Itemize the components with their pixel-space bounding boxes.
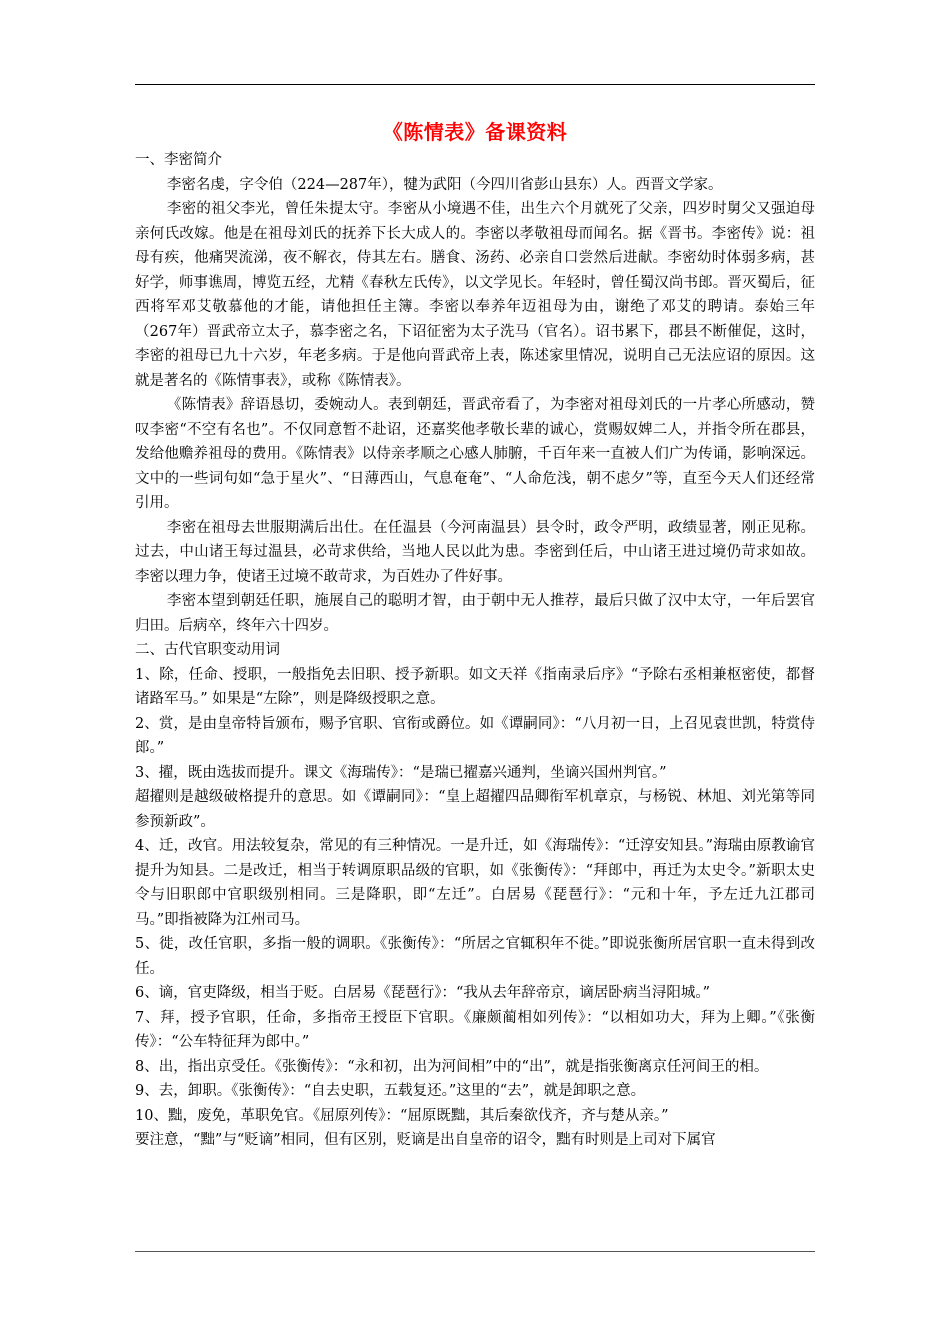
list-item: 超擢则是越级破格提升的意思。如《谭嗣同》：“皇上超擢四品卿衔军机章京，与杨锐、林旭、刘光第等同参预新政”。 <box>135 789 815 830</box>
document-title: 《陈情表》备课资料 <box>382 120 568 144</box>
paragraph-memorial-effect: 《陈情表》辞语恳切，委婉动人。表到朝廷，晋武帝看了，为李密对祖母刘氏的一片孝心所感动，赞叹李密“不空有名也”。不仅同意暂不赴诏，还嘉奖他孝敬长辈的诚心，赏赐奴婢二人，并指令所在郡县，发给他赡养祖母的费用。《陈情表》以侍亲孝顺之心感人肺腑，千百年来一直被人们广为传诵，影响深远。文中的一些词句如“急于星火”、“日薄西山，气息奄奄”、“人命危浅，朝不虑夕”等，直至今天人们还经常引用。 <box>135 397 815 511</box>
list-item: 8、出，指出京受任。《张衡传》：“永和初，出为河间相”中的“出”，就是指张衡离京任河间王的相。 <box>135 1058 769 1075</box>
paragraph-author-name: 李密名虔，字令伯（224—287年），犍为武阳（今四川省彭山县东）人。西晋文学家。 <box>166 176 723 193</box>
bottom-rule <box>135 1251 815 1252</box>
document-page <box>135 118 815 1153</box>
list-item: 2、赏，是由皇帝特旨颁布，赐予官职、官衔或爵位。如《谭嗣同》：“八月初一日，上召见袁世凯，特赏侍郎。” <box>135 715 815 756</box>
paragraph-later-years: 李密本望到朝廷任职，施展自己的聪明才智，由于朝中无人推荐，最后只做了汉中太守，一年后罢官归田。后病卒，终年六十四岁。 <box>135 593 815 634</box>
list-item: 6、谪，官吏降级，相当于贬。白居易《琵琶行》：“我从去年辞帝京，谪居卧病当浔阳城。” <box>135 985 711 1001</box>
paragraph-author-life: 李密的祖父李光，曾任朱提太守。李密从小境遇不佳，出生六个月就死了父亲，四岁时舅父又强迫母亲何氏改嫁。他是在祖母刘氏的抚养下长大成人的。李密以孝敬祖母而闻名。据《晋书。李密传》说：祖母有疾，他痛哭流涕，夜不解衣，侍其左右。膳食、汤药、必亲自口尝然后进献。李密幼时体弱多病，甚好学，师事谯周，博览五经，尤精《春秋左氏传》，以文学见长。年轻时，曾任蜀汉尚书郎。晋灭蜀后，征西将军邓艾敬慕他的才能，请他担任主簿。李密以奉养年迈祖母为由，谢绝了邓艾的聘请。泰始三年（267年）晋武帝立太子，慕李密之名，下诏征密为太子洗马（官名）。诏书累下，郡县不断催促，这时，李密的祖母已九十六岁，年老多病。于是他向晋武帝上表，陈述家里情况，说明自己无法应诏的原因。这就是著名的《陈情事表》，或称《陈情表》。 <box>135 201 815 389</box>
top-rule <box>135 84 815 85</box>
list-item: 10、黜，废免，革职免官。《屈原列传》：“屈原既黜，其后秦欲伐齐，齐与楚从亲。” <box>135 1107 669 1124</box>
section-heading-official-terms: 二、古代官职变动用词 <box>135 642 280 658</box>
list-item: 9、去，卸职。《张衡传》：“自去史职，五载复还。”这里的“去”，就是卸职之意。 <box>135 1083 646 1099</box>
list-item: 3、擢，既由选拔而提升。课文《海瑞传》：“是瑞已擢嘉兴通判，坐谪兴国州判官。” <box>135 764 667 781</box>
list-item: 7、拜，授予官职，任命，多指帝王授臣下官职。《廉颇蔺相如列传》：“以相如功大，拜为上卿。”《张衡传》：“公车特征拜为郎中。” <box>135 1009 815 1050</box>
paragraph-official-career: 李密在祖母去世服期满后出仕。在任温县（今河南温县）县令时，政令严明，政绩显著，刚正见称。过去，中山诸王每过温县，必苛求供给，当地人民以此为患。李密到任后，中山诸王进过境仍苛求如故。李密以理力争，使诸王过境不敢苛求，为百姓办了件好事。 <box>135 519 815 585</box>
list-item: 1、除，任命、授职，一般指免去旧职、授予新职。如文天祥《指南录后序》“予除右丞相兼枢密使，都督诸路军马。” 如果是“左除”，则是降级授职之意。 <box>135 666 815 707</box>
list-item: 4、迁，改官。用法较复杂，常见的有三种情况。一是升迁，如《海瑞传》：“迁淳安知县。”海瑞由原教谕官提升为知县。二是改迁，相当于转调原职品级的官职，如《张衡传》：“拜郎中，再迁为太史令。”新职太史令与旧职郎中官职级别相同。三是降职，即“左迁”。白居易《琵琶行》：“元和十年，予左迁九江郡司马。”即指被降为江州司马。 <box>135 838 815 928</box>
list-item: 5、徙，改任官职，多指一般的调职。《张衡传》：“所居之官辄积年不徙。”即说张衡所居官职一直未得到改任。 <box>135 936 815 977</box>
list-item: 要注意，“黜”与“贬谪”相同，但有区别，贬谪是出自皇帝的诏令，黜有时则是上司对下属官 <box>135 1132 716 1148</box>
section-heading-author-intro: 一、李密简介 <box>135 152 222 168</box>
